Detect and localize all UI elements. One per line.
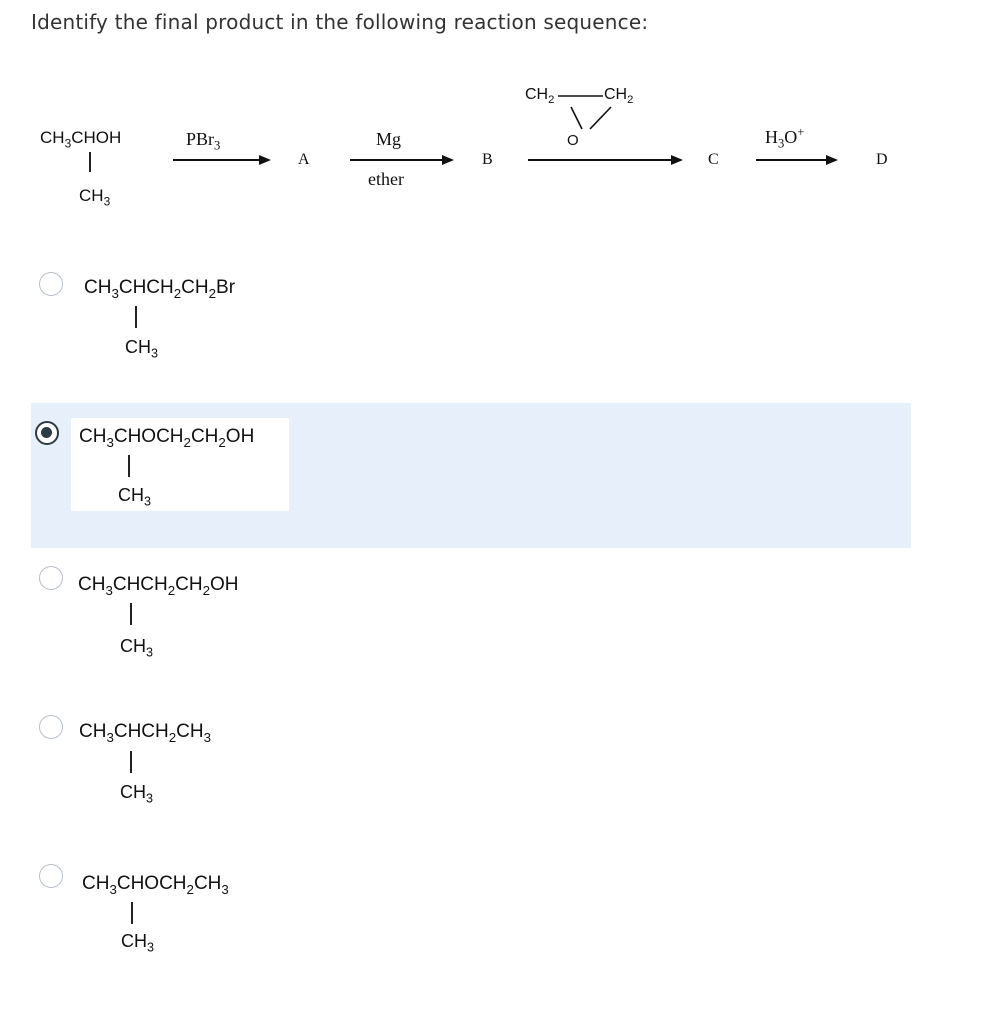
epoxide-ring [515,85,655,155]
reagent-ether: ether [368,169,404,189]
reactant-branch: $CH_3$ [79,186,111,209]
product-d: D [876,151,888,168]
question-text: Identify the final product in the following reaction sequence: [31,10,649,34]
radio-button[interactable] [39,566,63,590]
reagent-h3o: $H_3O^+$ [765,125,805,151]
option-formula: $CH_3CHOCH_2CH_3$ [82,873,229,897]
option-bond [130,603,132,625]
radio-button[interactable] [39,715,63,739]
reagent-pbr3: PBr$_3$ [186,129,221,153]
product-a: A [298,151,310,168]
option-bond [128,455,130,477]
reagent-mg: Mg [376,129,402,149]
epoxide-oxygen: O [567,132,579,149]
arrow-3 [528,159,681,161]
arrow-1 [173,159,269,161]
reactant-main: $CH_3CHOH$ [40,128,122,151]
option-formula: $CH_3CHOCH_2CH_2OH$ [79,426,255,450]
option-branch: $CH_3$ [118,485,152,509]
option-bond [135,306,137,328]
epoxide-left-ch2: $CH_2$ [525,86,555,107]
radio-button[interactable] [39,864,63,888]
epoxide-right-ch2: $CH_2$ [604,86,634,107]
option-formula: $CH_3CHCH_2CH_3$ [79,721,212,745]
product-b: B [482,151,493,168]
option-formula: $CH_3CHCH_2CH_2OH$ [78,574,239,598]
option-formula: $CH_3CHCH_2CH_2Br$ [84,277,236,301]
option-bond [131,902,133,924]
radio-button-checked[interactable] [35,421,59,445]
product-c: C [708,151,719,168]
option-branch: $CH_3$ [120,782,154,806]
option-branch: $CH_3$ [125,337,159,361]
option-bond [130,751,132,773]
radio-button[interactable] [39,272,63,296]
reactant-bond [89,152,91,172]
arrow-2 [350,159,452,161]
option-branch: $CH_3$ [120,636,154,660]
arrow-4 [756,159,836,161]
option-branch: $CH_3$ [121,931,155,955]
